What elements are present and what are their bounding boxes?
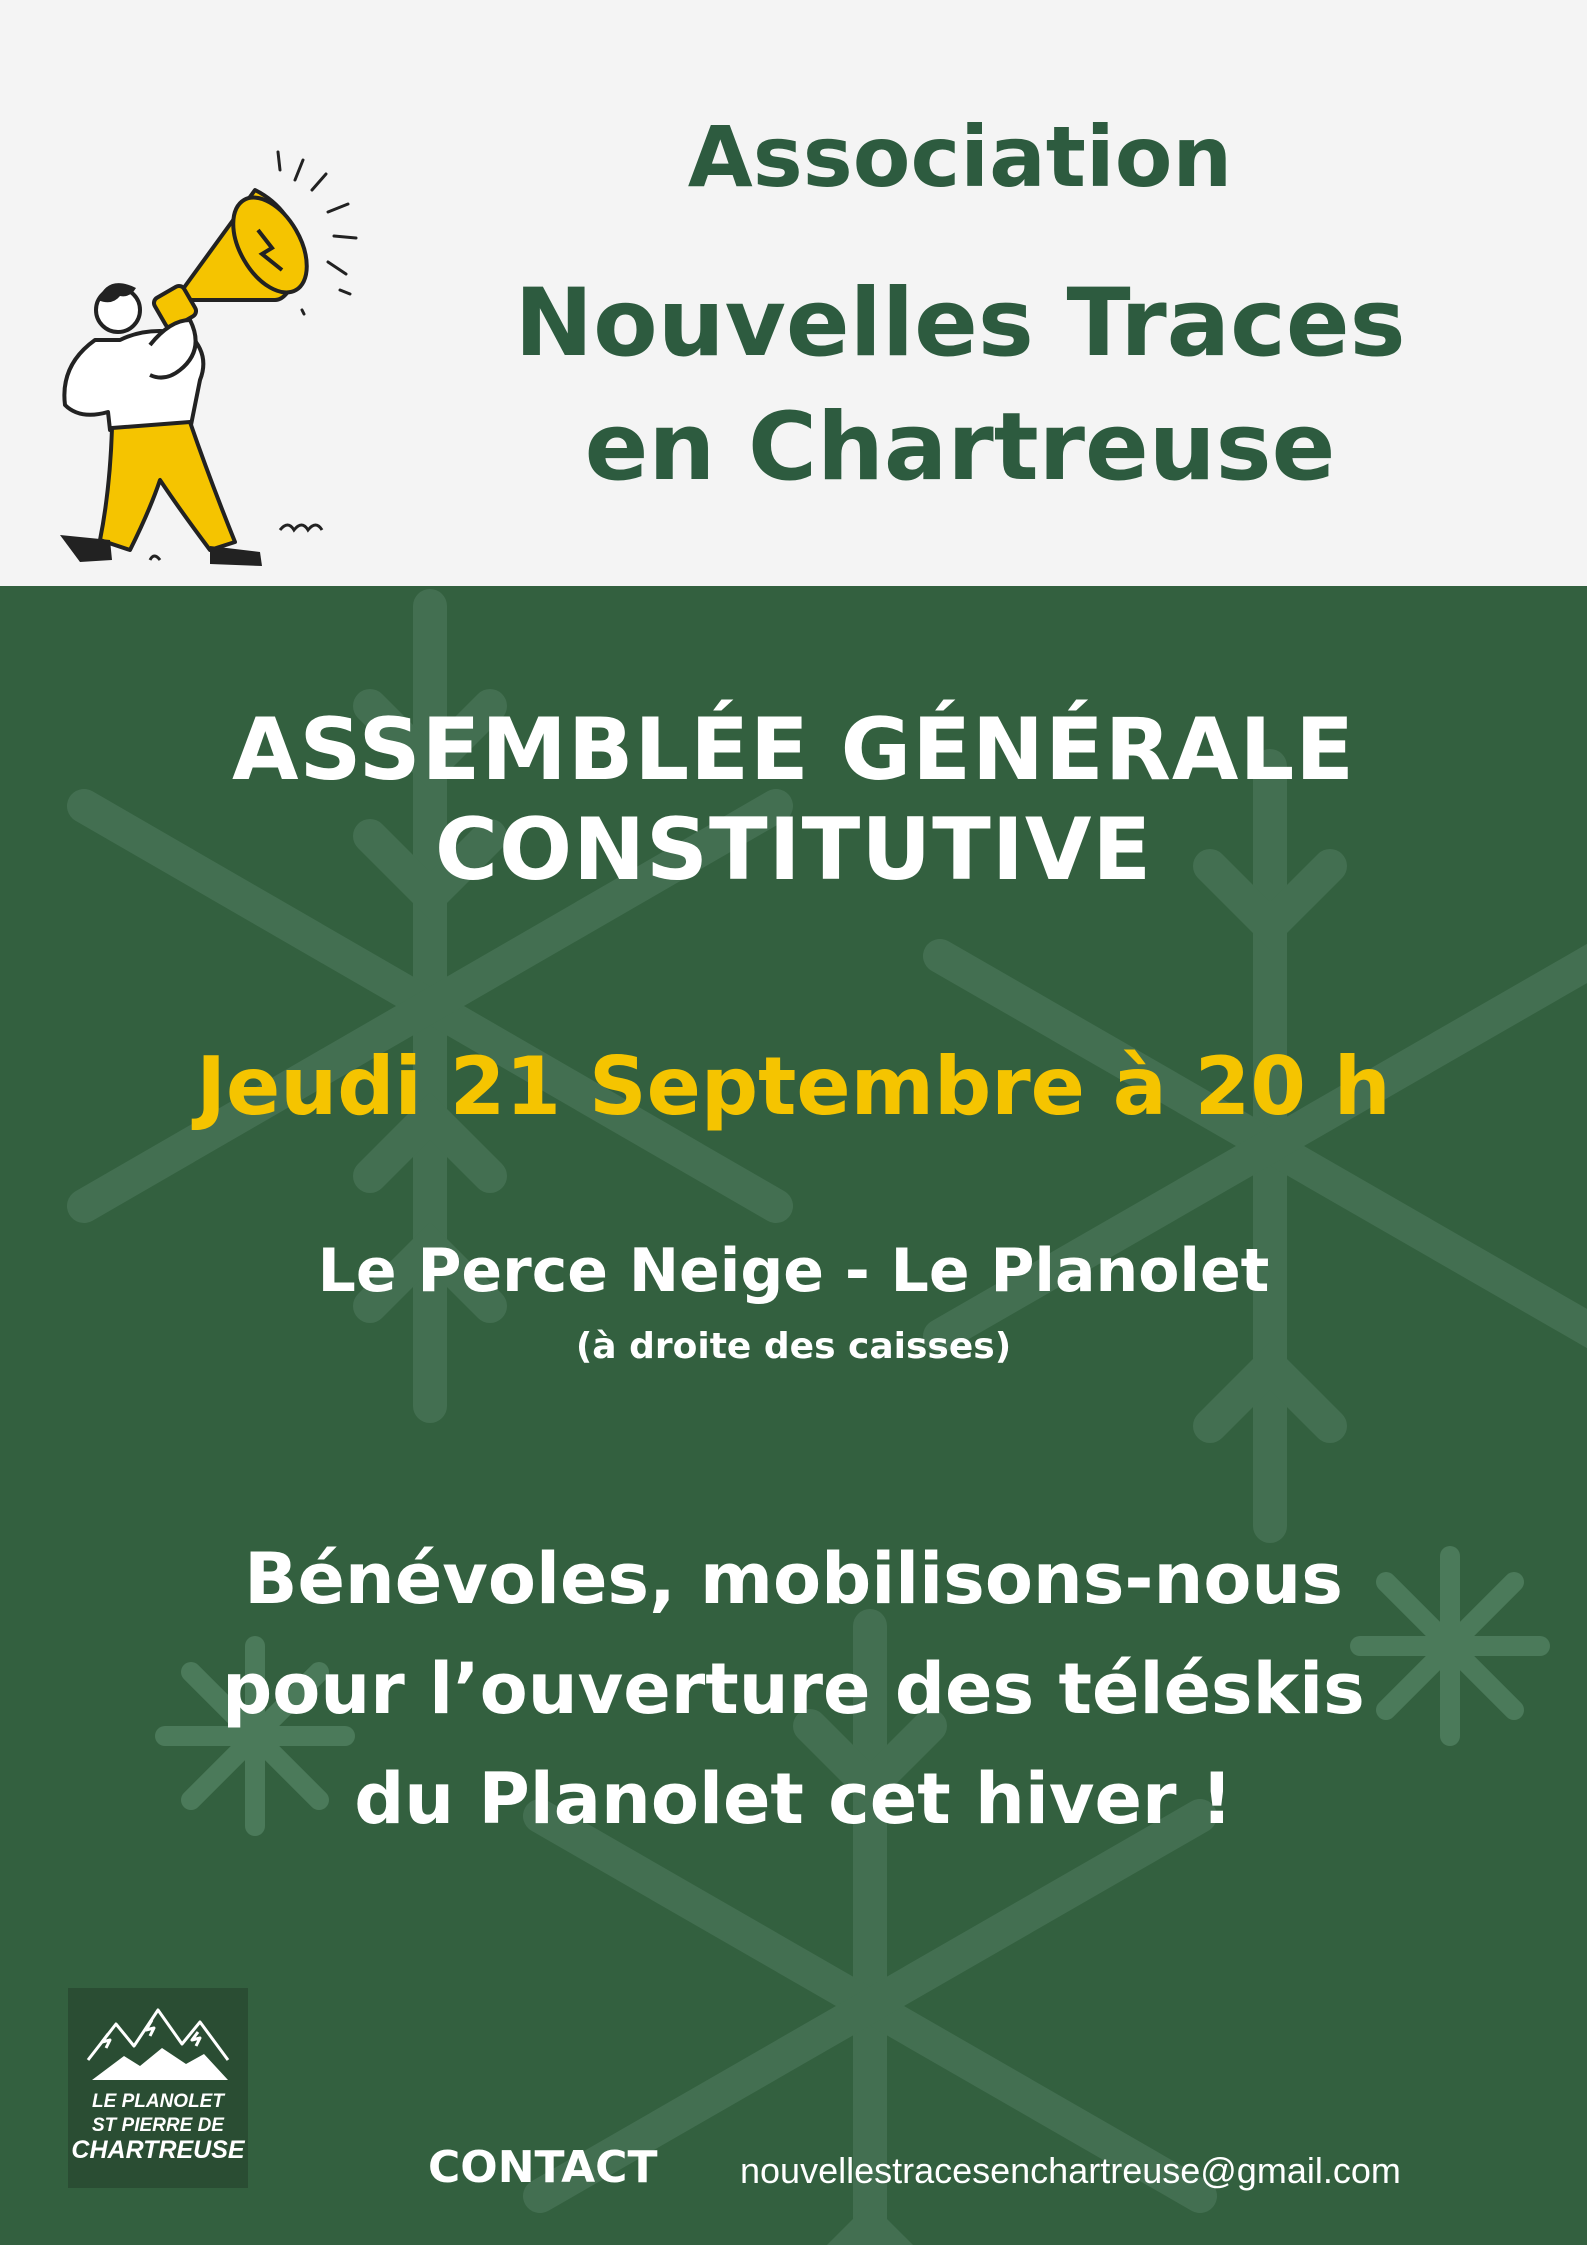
logo-text — [68, 2090, 248, 2162]
association-name — [470, 262, 1450, 510]
association-label: Association — [687, 108, 1233, 206]
mountain-icon — [82, 2000, 234, 2090]
slogan-line-2: pour l’ouverture des téléskis — [222, 1648, 1365, 1730]
logo-line-1: LE PLANOLET — [92, 2091, 224, 2112]
event-place-note: (à droite des caisses) — [575, 1326, 1012, 1367]
event-place: Le Perce Neige - Le Planolet — [317, 1236, 1270, 1306]
event-title-line-1: ASSEMBLÉE GÉNÉRALE — [231, 700, 1356, 800]
association-name-line-1: Nouvelles Traces — [514, 269, 1406, 378]
contact-label: CONTACT — [428, 2142, 658, 2193]
event-title — [0, 700, 1587, 900]
slogan — [0, 1524, 1587, 1854]
header-section — [0, 0, 1587, 586]
logo-line-2: ST PIERRE DE — [92, 2115, 224, 2136]
association-name-line-2: en Chartreuse — [584, 393, 1336, 502]
event-title-line-2: CONSTITUTIVE — [434, 800, 1153, 900]
planolet-logo — [68, 1988, 248, 2188]
slogan-line-3: du Planolet cet hiver ! — [354, 1758, 1233, 1840]
megaphone-person-illustration — [40, 150, 360, 590]
event-date: Jeudi 21 Septembre à 20 h — [196, 1040, 1391, 1133]
contact-email[interactable]: nouvellestracesenchartreuse@gmail.com — [740, 2150, 1401, 2191]
logo-line-3: CHARTREUSE — [71, 2136, 245, 2164]
slogan-line-1: Bénévoles, mobilisons-nous — [244, 1538, 1343, 1620]
